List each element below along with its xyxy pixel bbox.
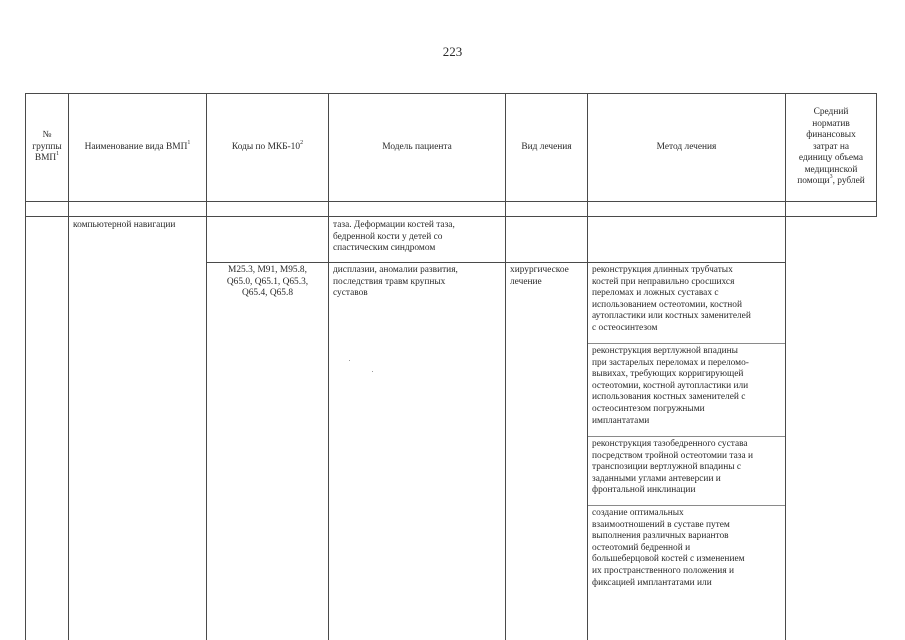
header-patient-model xyxy=(329,94,505,201)
header-treatment-type-text: Вид лечения xyxy=(521,141,572,152)
header-patient-model-text: Модель пациента xyxy=(382,141,452,152)
header-cost-norm xyxy=(786,94,876,201)
cell-method-2: реконструкция вертлужной впадины при застарелых переломах и переломо- вывихах, требующих корригирующей остеотомии, костной аутопластики или использования костных заменителей с остеосинтезом погружными имплантатами xyxy=(592,346,749,426)
header-treatment-method-text: Метод лечения xyxy=(656,141,717,152)
header-group-number-text: № группы ВМП xyxy=(32,130,62,164)
cell-patient-model: дисплазии, аномалии развития, последствия травм крупных суставов xyxy=(333,265,458,299)
footnote-mark: 1 xyxy=(56,151,60,158)
header-icd-codes xyxy=(207,94,328,201)
header-treatment-method xyxy=(588,94,785,201)
cell-icd-codes: M25.3, M91, M95.8, Q65.0, Q65.1, Q65.3, Q65.4, Q65.8 xyxy=(226,265,309,299)
cell-method-4: создание оптимальных взаимоотношений в суставе путем выполнения различных вариантов остеотомий бедренной и большеберцовой костей с изменением их пространственного положения и фиксацией имплантатами или xyxy=(592,508,745,588)
footnote-mark: 2 xyxy=(300,139,304,146)
header-vmp-name xyxy=(69,94,206,201)
cell-method-1: реконструкция длинных трубчатых костей при неправильно сросшихся переломах и ложных суставах с использованием остеотомии, костной аутопластики или костных заменителей с остеосинтезом xyxy=(592,265,751,333)
scan-speck xyxy=(349,360,350,361)
cell-patient-model-continuation: таза. Деформации костей таза, бедренной кости у детей со спастическим синдромом xyxy=(333,220,455,254)
cell-treatment-type: хирургическое лечение xyxy=(510,265,569,287)
header-cost-norm-unit: , рублей xyxy=(832,176,865,187)
footnote-mark: 1 xyxy=(187,139,191,146)
cell-vmp-name-continuation: компьютерной навигации xyxy=(73,220,176,230)
header-cost-norm-text: Средний норматив финансовых затрат на единицу объема медицинской помощи xyxy=(797,106,864,187)
footnote-mark: 3 xyxy=(829,174,833,181)
header-treatment-type xyxy=(506,94,587,201)
page-number: 223 xyxy=(442,44,463,59)
cell-method-3: реконструкция тазобедренного сустава посредством тройной остеотомии таза и транспозиции вертлужной впадины с заданными углами антеверсии и фронтальной инклинации xyxy=(592,439,753,496)
scan-speck xyxy=(372,371,373,372)
header-group-number xyxy=(26,94,68,201)
header-icd-codes-text: Коды по МКБ-10 xyxy=(231,141,301,152)
header-vmp-name-text: Наименование вида ВМП xyxy=(84,141,188,152)
